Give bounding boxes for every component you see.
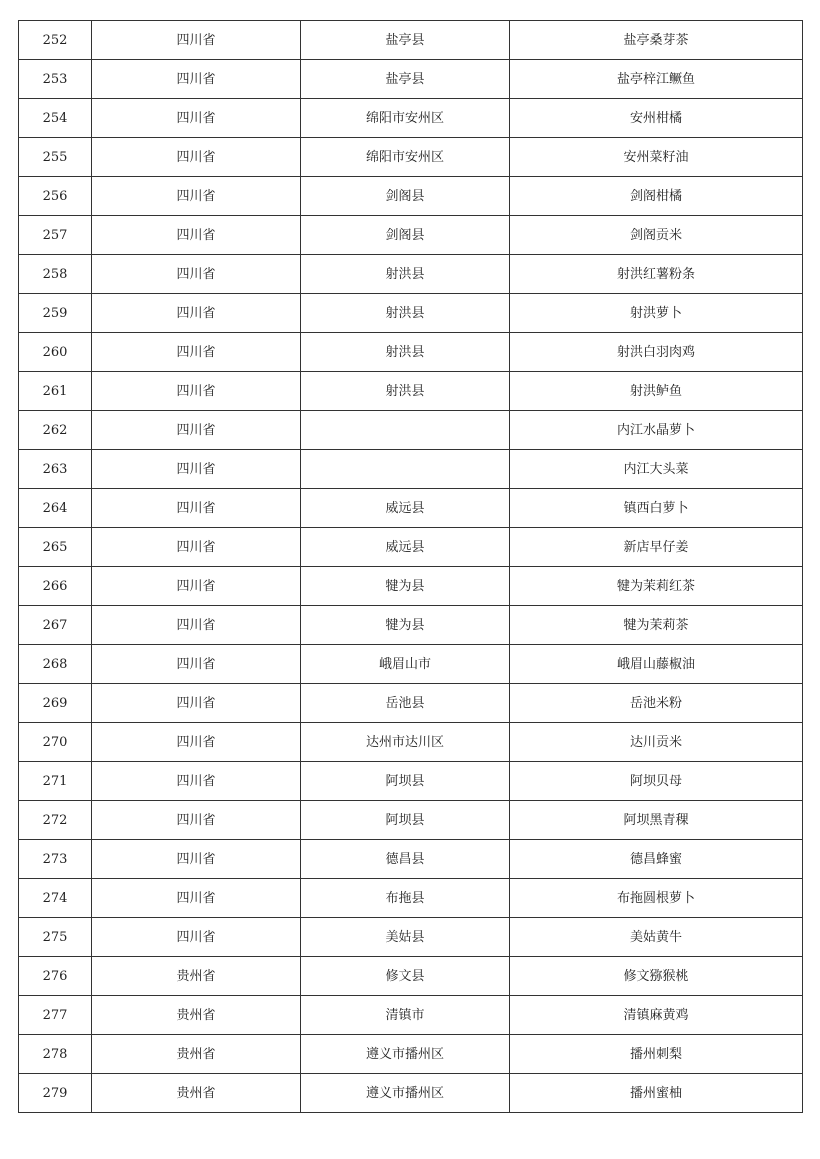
table-row (19, 606, 803, 645)
province-cell: 四川省 (92, 723, 301, 762)
product-name-cell: 播州蜜柚 (510, 1074, 803, 1113)
row-number-cell: 254 (19, 99, 92, 138)
county-cell: 威远县 (301, 528, 510, 567)
row-number-cell: 275 (19, 918, 92, 957)
row-number-cell: 263 (19, 450, 92, 489)
province-cell: 贵州省 (92, 957, 301, 996)
row-number-cell: 259 (19, 294, 92, 333)
product-table (18, 20, 803, 1113)
province-cell: 四川省 (92, 801, 301, 840)
row-number-cell: 262 (19, 411, 92, 450)
row-number-cell: 257 (19, 216, 92, 255)
table-row (19, 996, 803, 1035)
table-row (19, 411, 803, 450)
product-name-cell: 内江大头菜 (510, 450, 803, 489)
product-name-cell: 剑阁柑橘 (510, 177, 803, 216)
table-row (19, 1035, 803, 1074)
province-cell: 四川省 (92, 177, 301, 216)
province-cell: 贵州省 (92, 1035, 301, 1074)
product-name-cell: 德昌蜂蜜 (510, 840, 803, 879)
product-name-cell: 射洪鲈鱼 (510, 372, 803, 411)
row-number-cell: 268 (19, 645, 92, 684)
table-row (19, 762, 803, 801)
row-number-cell: 261 (19, 372, 92, 411)
row-number-cell: 273 (19, 840, 92, 879)
table-row (19, 528, 803, 567)
row-number-cell: 279 (19, 1074, 92, 1113)
county-cell: 犍为县 (301, 567, 510, 606)
table-row (19, 840, 803, 879)
row-number-cell: 265 (19, 528, 92, 567)
row-number-cell: 272 (19, 801, 92, 840)
table-row (19, 216, 803, 255)
county-cell: 射洪县 (301, 333, 510, 372)
county-cell: 射洪县 (301, 372, 510, 411)
table-row (19, 957, 803, 996)
product-name-cell: 犍为茉莉茶 (510, 606, 803, 645)
province-cell: 四川省 (92, 489, 301, 528)
province-cell: 四川省 (92, 99, 301, 138)
product-name-cell: 射洪红薯粉条 (510, 255, 803, 294)
table-row (19, 177, 803, 216)
province-cell: 四川省 (92, 450, 301, 489)
county-cell (301, 450, 510, 489)
county-cell: 遵义市播州区 (301, 1074, 510, 1113)
row-number-cell: 267 (19, 606, 92, 645)
row-number-cell: 271 (19, 762, 92, 801)
product-name-cell: 新店早仔姜 (510, 528, 803, 567)
province-cell: 四川省 (92, 684, 301, 723)
product-name-cell: 镇西白萝卜 (510, 489, 803, 528)
county-cell: 射洪县 (301, 255, 510, 294)
province-cell: 四川省 (92, 567, 301, 606)
row-number-cell: 266 (19, 567, 92, 606)
county-cell: 剑阁县 (301, 216, 510, 255)
row-number-cell: 264 (19, 489, 92, 528)
county-cell: 威远县 (301, 489, 510, 528)
product-name-cell: 安州柑橘 (510, 99, 803, 138)
table-row (19, 255, 803, 294)
province-cell: 四川省 (92, 879, 301, 918)
province-cell: 贵州省 (92, 1074, 301, 1113)
product-name-cell: 盐亭桑芽茶 (510, 21, 803, 60)
product-name-cell: 内江水晶萝卜 (510, 411, 803, 450)
row-number-cell: 269 (19, 684, 92, 723)
table-row (19, 918, 803, 957)
row-number-cell: 255 (19, 138, 92, 177)
product-name-cell: 安州菜籽油 (510, 138, 803, 177)
row-number-cell: 274 (19, 879, 92, 918)
product-name-cell: 剑阁贡米 (510, 216, 803, 255)
row-number-cell: 277 (19, 996, 92, 1035)
province-cell: 四川省 (92, 840, 301, 879)
product-name-cell: 盐亭梓江鳜鱼 (510, 60, 803, 99)
row-number-cell: 253 (19, 60, 92, 99)
table-row (19, 1074, 803, 1113)
province-cell: 四川省 (92, 411, 301, 450)
province-cell: 四川省 (92, 60, 301, 99)
row-number-cell: 260 (19, 333, 92, 372)
product-name-cell: 犍为茉莉红茶 (510, 567, 803, 606)
county-cell: 遵义市播州区 (301, 1035, 510, 1074)
province-cell: 四川省 (92, 645, 301, 684)
row-number-cell: 276 (19, 957, 92, 996)
county-cell: 岳池县 (301, 684, 510, 723)
province-cell: 四川省 (92, 918, 301, 957)
row-number-cell: 252 (19, 21, 92, 60)
product-name-cell: 修文猕猴桃 (510, 957, 803, 996)
table-row (19, 60, 803, 99)
county-cell: 绵阳市安州区 (301, 99, 510, 138)
table-row (19, 723, 803, 762)
product-name-cell: 峨眉山藤椒油 (510, 645, 803, 684)
product-name-cell: 美姑黄牛 (510, 918, 803, 957)
county-cell: 射洪县 (301, 294, 510, 333)
county-cell: 阿坝县 (301, 762, 510, 801)
row-number-cell: 258 (19, 255, 92, 294)
province-cell: 四川省 (92, 216, 301, 255)
county-cell (301, 411, 510, 450)
county-cell: 盐亭县 (301, 21, 510, 60)
table-row (19, 138, 803, 177)
province-cell: 四川省 (92, 333, 301, 372)
product-name-cell: 清镇麻黄鸡 (510, 996, 803, 1035)
row-number-cell: 256 (19, 177, 92, 216)
table-row (19, 684, 803, 723)
table-row (19, 294, 803, 333)
table-row (19, 21, 803, 60)
product-name-cell: 射洪萝卜 (510, 294, 803, 333)
table-row (19, 489, 803, 528)
county-cell: 布拖县 (301, 879, 510, 918)
county-cell: 犍为县 (301, 606, 510, 645)
row-number-cell: 278 (19, 1035, 92, 1074)
table-row (19, 567, 803, 606)
county-cell: 峨眉山市 (301, 645, 510, 684)
province-cell: 四川省 (92, 372, 301, 411)
table-row (19, 879, 803, 918)
product-name-cell: 射洪白羽肉鸡 (510, 333, 803, 372)
product-name-cell: 布拖圆根萝卜 (510, 879, 803, 918)
province-cell: 四川省 (92, 21, 301, 60)
table-row (19, 450, 803, 489)
table-row (19, 801, 803, 840)
province-cell: 四川省 (92, 762, 301, 801)
product-name-cell: 达川贡米 (510, 723, 803, 762)
table-row (19, 333, 803, 372)
county-cell: 达州市达川区 (301, 723, 510, 762)
table-row (19, 99, 803, 138)
province-cell: 四川省 (92, 294, 301, 333)
county-cell: 美姑县 (301, 918, 510, 957)
product-name-cell: 岳池米粉 (510, 684, 803, 723)
county-cell: 清镇市 (301, 996, 510, 1035)
county-cell: 修文县 (301, 957, 510, 996)
product-name-cell: 阿坝贝母 (510, 762, 803, 801)
county-cell: 剑阁县 (301, 177, 510, 216)
province-cell: 四川省 (92, 606, 301, 645)
county-cell: 德昌县 (301, 840, 510, 879)
county-cell: 阿坝县 (301, 801, 510, 840)
province-cell: 四川省 (92, 528, 301, 567)
table-row (19, 372, 803, 411)
table-body (19, 21, 803, 1113)
province-cell: 四川省 (92, 255, 301, 294)
product-name-cell: 阿坝黑青稞 (510, 801, 803, 840)
province-cell: 四川省 (92, 138, 301, 177)
product-name-cell: 播州刺梨 (510, 1035, 803, 1074)
row-number-cell: 270 (19, 723, 92, 762)
county-cell: 盐亭县 (301, 60, 510, 99)
province-cell: 贵州省 (92, 996, 301, 1035)
county-cell: 绵阳市安州区 (301, 138, 510, 177)
table-row (19, 645, 803, 684)
